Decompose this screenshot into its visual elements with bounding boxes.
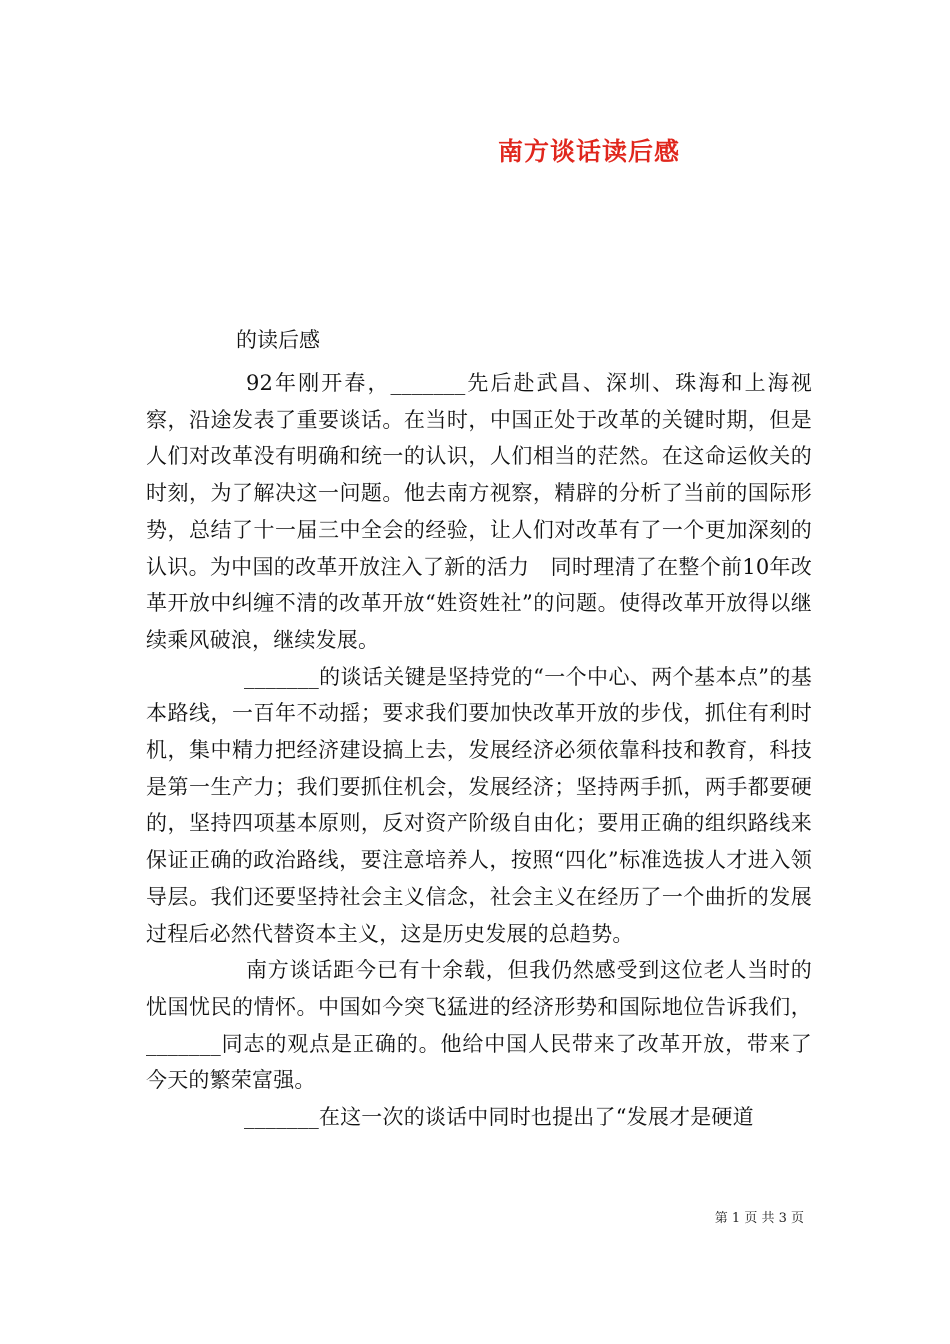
paragraph-4: _______在这一次的谈话中同时也提出了“发展才是硬道	[244, 1105, 754, 1130]
document-subheading: 的读后感	[236, 328, 320, 352]
paragraph-1: 92年刚开春，_______先后赴武昌、深圳、珠海和上海视察，沿途发表了重要谈话。在当时，中国正处于改革的关键时期，但是人们对改革没有明确和统一的认识，人们相当的茫然。在这命运攸关的时刻，为了解决这一问题。他去南方视察，精辟的分析了当前的国际形势，总结了十一届三中全会的经验，让人们对改革有了一个更加深刻的认识。为中国的改革开放注入了新的活力 同时理清了在整个前10年改革开放中纠缠不清的改革开放“姓资姓社”的问题。使得改革开放得以继续乘风破浪，继续发展。	[146, 371, 812, 652]
page-number-footer: 第 1 页 共 3 页	[714, 1211, 804, 1226]
paragraph-2: _______的谈话关键是坚持党的“一个中心、两个基本点”的基本路线，一百年不动摇；要求我们要加快改革开放的步伐，抓住有利时机，集中精力把经济建设搞上去，发展经济必须依靠科技和教育，科技是第一生产力；我们要抓住机会，发展经济；坚持两手抓，两手都要硬的，坚持四项基本原则，反对资产阶级自由化；要用正确的组织路线来保证正确的政治路线，要注意培养人，按照“四化”标准选拔人才进入领导层。我们还要坚持社会主义信念，社会主义在经历了一个曲折的发展过程后必然代替资本主义，这是历史发展的总趋势。	[146, 664, 812, 946]
paragraph-3: 南方谈话距今已有十余载，但我仍然感受到这位老人当时的忧国忧民的情怀。中国如今突飞猛进的经济形势和国际地位告诉我们，_______同志的观点是正确的。他给中国人民带来了改革开放，带来了今天的繁荣富强。	[146, 958, 812, 1093]
document-title: 南方谈话读后感	[497, 137, 680, 166]
document-body	[146, 365, 812, 1136]
